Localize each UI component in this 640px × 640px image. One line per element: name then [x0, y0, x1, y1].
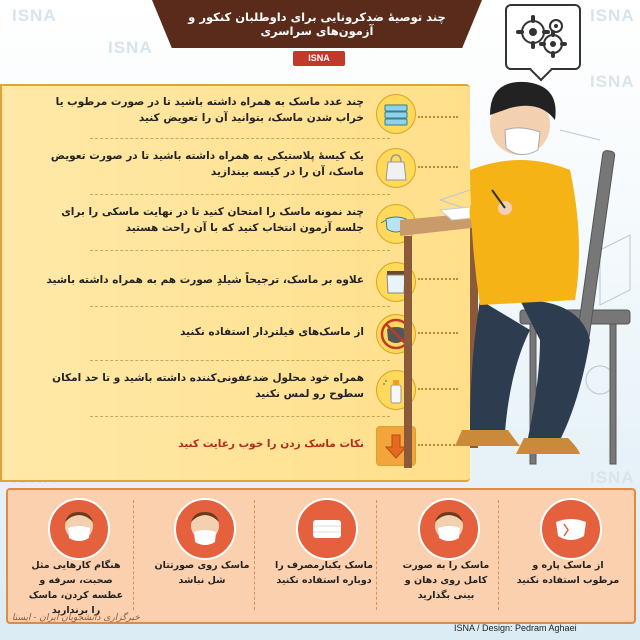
tip-text: یک کیسۀ پلاستیکی به همراه داشته باشید تا در صورت تعویض ماسک، آن را در کیسه بیندازید	[50, 150, 364, 178]
disposable-mask-icon	[296, 498, 358, 560]
page-title: چند توصیۀ ضدکرونایی برای داوطلبان کنکور و آزمون‌های سراسری	[188, 10, 446, 38]
torn-mask-icon	[540, 498, 602, 560]
loose-mask-icon	[174, 498, 236, 560]
bottom-tip-item	[516, 494, 620, 624]
divider	[376, 500, 377, 610]
bottom-tip-item	[394, 494, 498, 624]
bottom-tip-text: از ماسک پاره و مرطوب استفاده نکنید	[516, 560, 620, 586]
tip-text: از ماسک‌های فیلتردار استفاده نکنید	[180, 326, 364, 338]
divider	[133, 500, 134, 610]
divider	[254, 500, 255, 610]
design-credit: ISNA / Design: Pedram Aghaei	[454, 623, 577, 633]
watermark: ISNA	[590, 468, 635, 487]
watermark: ISNA	[12, 6, 57, 25]
brand-badge: ISNA	[293, 51, 345, 66]
bottom-tip-item	[24, 494, 128, 624]
isna-logo-text: خبرگزاری دانشجویان ایران - ایسنا	[12, 613, 140, 623]
face-mask-icon	[418, 498, 480, 560]
bottom-tip-item	[150, 494, 254, 624]
talking-mask-icon	[48, 498, 110, 560]
tip-text: همراه خود محلول ضدعفونی‌کننده داشته باشید و تا حد امکان سطوح رو لمس نکنید	[52, 372, 364, 400]
tip-text: چند عدد ماسک به همراه داشته باشید تا در صورت مرطوب یا خراب شدن ماسک، بتوانید آن را تعویض کنید	[55, 96, 364, 124]
watermark: ISNA	[590, 72, 635, 91]
student-illustration	[330, 58, 640, 478]
bottom-tip-text: ماسک روی صورتتان شل نباشد	[154, 560, 250, 586]
bottom-tip-text: ماسک یکبارمصرف را دوباره استفاده نکنید	[274, 560, 374, 586]
bottom-tip-text: ماسک را به صورت کامل روی دهان و بینی بگذارید	[402, 560, 490, 601]
tip-text: نکات ماسک زدن را خوب رعایت کنید	[178, 438, 364, 450]
divider	[498, 500, 499, 610]
tip-text: علاوه بر ماسک، ترجیحاً شیلدِ صورت هم به همراه داشته باشید	[46, 274, 364, 286]
watermark: ISNA	[108, 38, 153, 57]
watermark: ISNA	[590, 6, 635, 25]
tip-text: چند نمونه ماسک را امتحان کنید تا در نهایت ماسکی را برای جلسه آزمون انتخاب کنید که با آن راحت هستید	[61, 206, 364, 234]
bottom-tip-text: هنگام کارهایی مثل صحبت، سرفه و عطسه کردن، ماسک را برندارید	[28, 560, 124, 616]
bottom-tip-item	[272, 494, 376, 624]
